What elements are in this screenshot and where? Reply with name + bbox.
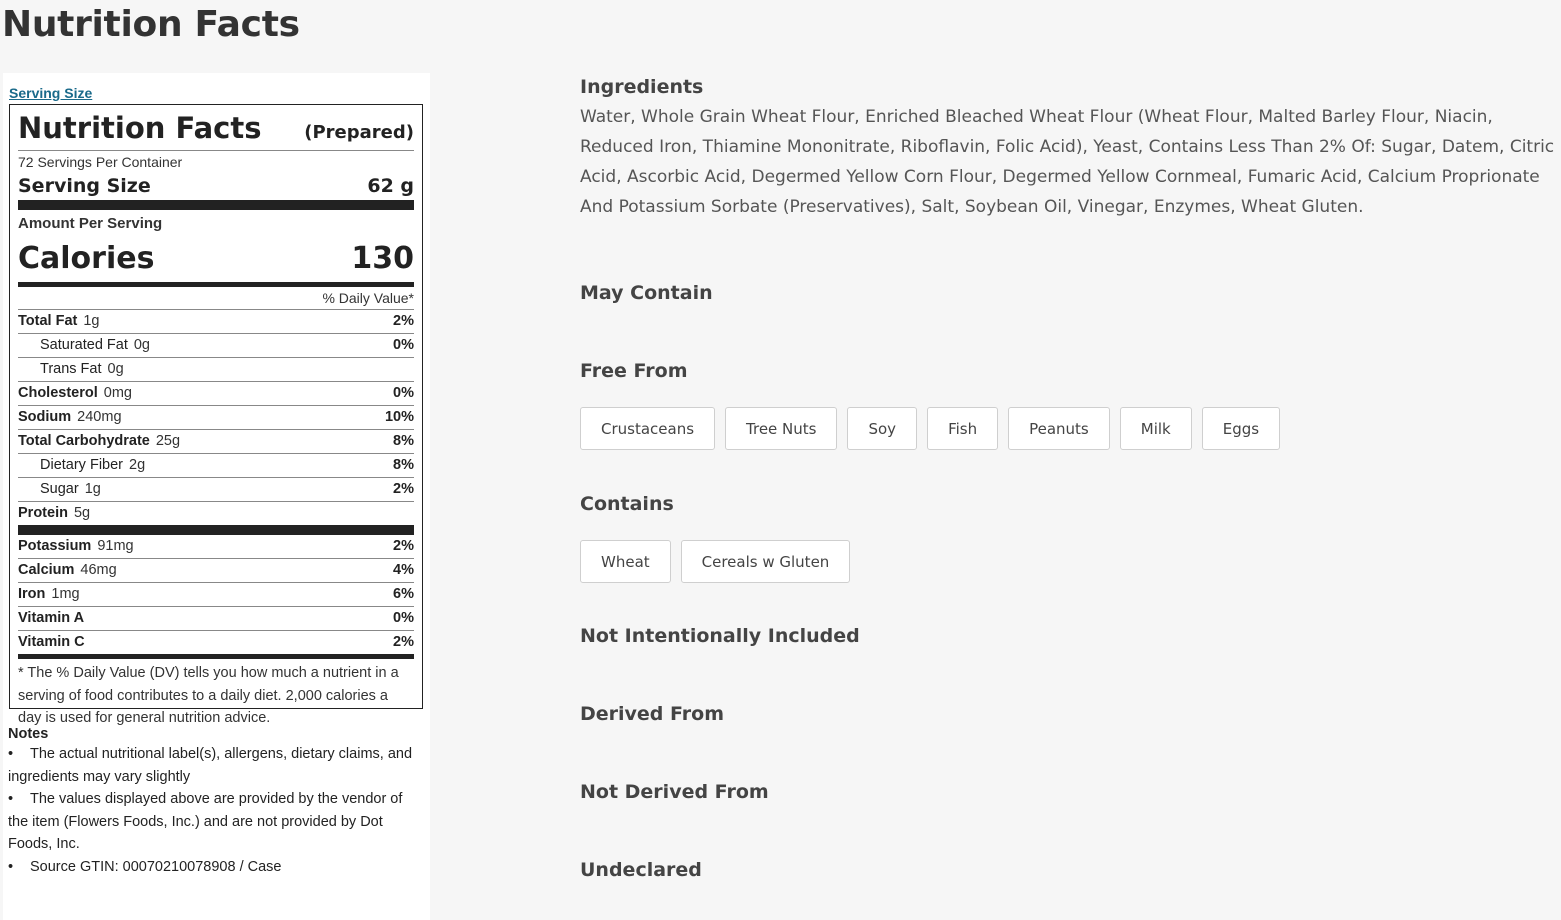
nutrient-dv: 8% [393, 433, 414, 449]
free-from-chips [580, 407, 1280, 450]
serving-size-label: Serving Size [18, 175, 151, 197]
calories-row [18, 236, 414, 287]
serving-size-value: 62 g [367, 175, 414, 197]
nutrient-dv: 2% [393, 481, 414, 497]
notes-heading: Notes [8, 726, 49, 742]
contains-chips [580, 540, 850, 583]
allergen-chip-soy[interactable]: Soy [847, 407, 917, 450]
nutrient-dv: 0% [393, 385, 414, 401]
free-from-heading: Free From [580, 360, 688, 382]
nutrient-amount: 25g [155, 433, 181, 449]
allergen-chip-cereals-w-gluten[interactable]: Cereals w Gluten [681, 540, 851, 583]
servings-per-container: 72 Servings Per Container [18, 154, 183, 170]
nutrient-row-calcium [18, 559, 414, 583]
note-item: • The values displayed above are provided by the vendor of the item (Flowers Foods, Inc.) and are not provided by Dot Foods, Inc. [8, 788, 420, 856]
nutrient-amount: 0g [133, 337, 150, 353]
derived-from-heading: Derived From [580, 703, 725, 725]
nutrient-row-vitamin-a [18, 607, 414, 631]
nutrient-row-total-fat [18, 310, 414, 334]
calories-value: 130 [351, 241, 414, 276]
nutrient-name: Dietary Fiber [40, 457, 123, 473]
serving-size-link[interactable]: Serving Size [9, 85, 93, 101]
nutrient-name: Calcium [18, 562, 75, 578]
note-item: • The actual nutritional label(s), allergens, dietary claims, and ingredients may vary slightly [8, 743, 420, 788]
calories-label: Calories [18, 241, 155, 276]
nutrient-amount: 240mg [77, 409, 122, 425]
label-prepared: (Prepared) [304, 122, 414, 143]
nutrient-dv: 10% [384, 409, 414, 425]
nutrient-dv: 6% [393, 586, 414, 602]
nutrient-row-sugar [18, 478, 414, 502]
allergen-chip-eggs[interactable]: Eggs [1202, 407, 1280, 450]
nutrient-row-iron [18, 583, 414, 607]
allergen-chip-wheat[interactable]: Wheat [580, 540, 671, 583]
nutrient-name: Vitamin A [18, 610, 85, 626]
nutrition-panel [3, 73, 430, 920]
nutrient-amount: 91mg [97, 538, 134, 554]
notes-list [8, 743, 420, 878]
label-header [18, 105, 414, 151]
ingredients-text: Water, Whole Grain Wheat Flour, Enriched Bleached Wheat Flour (Wheat Flour, Malted Barley Flour, Niacin, Reduced Iron, Thiamine Mononitrate, Riboflavin, Folic Acid), Yeast, Contains Less Than 2% Of: Sugar, Datem, Citric Acid, Ascorbic Acid, Degermed Yellow Corn Flour, Degermed Yellow Cornmeal, Fumaric Acid, Calcium Proprionate And Potassium Sorbate (Preservatives), Salt, Soybean Oil, Vinegar, Enzymes, Wheat Gluten. [580, 107, 1555, 217]
nutrient-dv: 2% [393, 313, 414, 329]
nutrient-amount: 1g [84, 481, 101, 497]
nutrient-dv: 2% [393, 538, 414, 554]
nutrient-row-trans-fat [18, 358, 414, 382]
nutrient-name: Saturated Fat [40, 337, 128, 353]
amount-per-serving: Amount Per Serving [18, 215, 163, 232]
nutrient-name: Total Fat [18, 313, 78, 329]
nutrient-amount: 5g [73, 505, 91, 521]
nutrient-dv: 8% [393, 457, 414, 473]
nutrient-name: Sodium [18, 409, 72, 425]
allergen-chip-peanuts[interactable]: Peanuts [1008, 407, 1110, 450]
nutrition-label [9, 104, 423, 726]
not-derived-from-heading: Not Derived From [580, 781, 769, 803]
ingredients-heading: Ingredients [580, 76, 704, 98]
nutrient-row-vitamin-c [18, 631, 414, 659]
nutrient-row-cholesterol [18, 382, 414, 406]
nutrient-amount: 0mg [103, 385, 132, 401]
nutrient-name: Protein [18, 505, 68, 521]
daily-value-footnote: * The % Daily Value (DV) tells you how much a nutrient in a serving of food contributes to a daily diet. 2,000 calories a day is used for general nutrition advice. [18, 665, 399, 726]
nutrient-name: Iron [18, 586, 46, 602]
nutrient-amount: 1g [83, 313, 100, 329]
nutrient-dv: 2% [393, 634, 414, 650]
serving-size-row [18, 173, 414, 210]
daily-value-header: % Daily Value* [18, 287, 414, 310]
not-intentionally-included-heading: Not Intentionally Included [580, 625, 860, 647]
notes-section [8, 726, 420, 878]
nutrient-row-total-carbohydrate [18, 430, 414, 454]
nutrient-row-saturated-fat [18, 334, 414, 358]
nutrient-row-potassium [18, 535, 414, 559]
contains-heading: Contains [580, 493, 674, 515]
allergen-chip-crustaceans[interactable]: Crustaceans [580, 407, 715, 450]
nutrient-amount: 46mg [80, 562, 117, 578]
nutrient-amount: 0g [107, 361, 124, 377]
nutrient-amount: 1mg [51, 586, 80, 602]
may-contain-heading: May Contain [580, 282, 713, 304]
label-title: Nutrition Facts [18, 111, 262, 145]
nutrient-name: Total Carbohydrate [18, 433, 150, 449]
nutrient-name: Cholesterol [18, 385, 98, 401]
nutrient-row-protein [18, 502, 414, 535]
nutrient-row-sodium [18, 406, 414, 430]
nutrient-dv: 0% [393, 337, 414, 353]
note-item: • Source GTIN: 00070210078908 / Case [8, 856, 420, 879]
allergen-chip-milk[interactable]: Milk [1120, 407, 1192, 450]
nutrient-name: Sugar [40, 481, 79, 497]
allergen-chip-tree-nuts[interactable]: Tree Nuts [725, 407, 837, 450]
undeclared-heading: Undeclared [580, 859, 702, 881]
nutrient-dv: 4% [393, 562, 414, 578]
page-title: Nutrition Facts [2, 4, 300, 45]
nutrient-amount: 2g [129, 457, 146, 473]
nutrient-name: Potassium [18, 538, 92, 554]
nutrient-dv: 0% [393, 610, 414, 626]
nutrient-name: Trans Fat [40, 361, 102, 377]
nutrient-name: Vitamin C [18, 634, 85, 650]
allergen-chip-fish[interactable]: Fish [927, 407, 998, 450]
nutrient-row-dietary-fiber [18, 454, 414, 478]
